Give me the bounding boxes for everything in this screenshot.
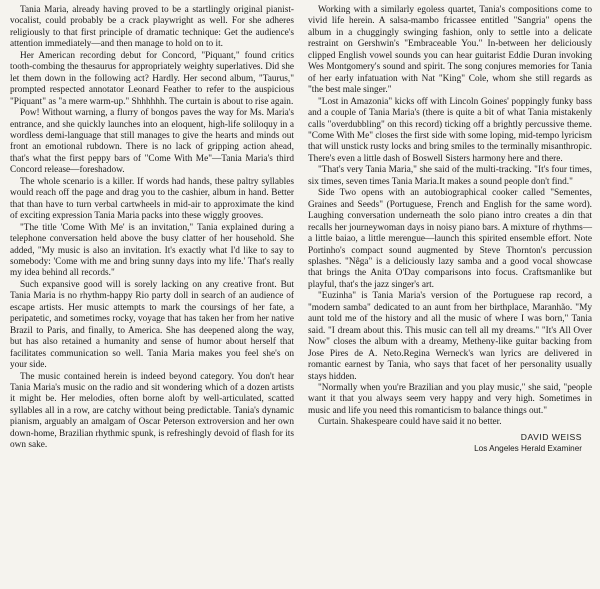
author-name: DAVID WEISS	[520, 431, 582, 442]
publication-name: Los Angeles Herald Examiner	[474, 444, 582, 454]
paragraph: "The title 'Come With Me' is an invitation," Tania explained during a telephone conversation held above the busy clatter of her household. She added, "My music is also an invitation. It's exactly what I'd like to say to somebody: 'Come with me and bring sunny days into my life.' That's really my idea behind all records."	[10, 222, 294, 279]
paragraph: Curtain. Shakespeare could have said it no better.	[318, 417, 502, 428]
paragraph: Pow! Without warning, a flurry of bongos paves the way for Ms. Maria's entrance, and she quickly launches into an eloquent, high-life soliloquy in a wordless demi-language that still manages to give the hearts and minds out front an emotional rubdown. There is no lack of gripping action ahead, that's what the first peppy bars of "Come With Me"—Tania Maria's third Concord release—foreshadow.	[10, 108, 294, 176]
paragraph: Working with a similarly egoless quartet, Tania's compositions come to vivid life herein. A salsa-mambo fricassee entitled "Sangria" opens the album in a chuggingly swinging fashion, only to settle into a delicate restraint on Gershwin's "Embraceable You." In-between her deliciously clipped English vowel sounds you can hear guitarist Eddie Duran invoking Wes Montgomery's sound and spirit. The song conjures memories for Tania of her early infatuation with Nat "King" Cole, whom she still regards as "the best male singer."	[308, 5, 592, 96]
left-column	[10, 5, 294, 589]
right-column	[308, 5, 592, 589]
paragraph: "Normally when you're Brazilian and you play music," she said, "people want it that you always seem very happy and very high. Sometimes in music and life you need this romanticism to balance things out."	[308, 382, 592, 416]
byline	[308, 432, 592, 455]
paragraph: The music contained herein is indeed beyond category. You don't hear Tania Maria's music on the radio and sit wondering which of a dozen artists it might be. Her melodies, often borne aloft by well-articulated, scatted syllables all in a row, are catchy without being predictable. Tania's dynamic pianism, arguably an amalgam of Oscar Peterson extroversion and her own down-home, Brazilian rhythmic spunk, is refreshingly devoid of flash for its own sake.	[10, 371, 295, 451]
paragraph: Side Two opens with an autobiographical cooker called "Sementes, Graines and Seeds" (Portuguese, French and English for the same word). Laughing conversation underneath the solo piano intro creates a din that recalls her journeywoman days in noisy piano bars. A mixture of rhythms—a little baiao, a little merengue—launch this spirited ensemble effort. Note Portinho's compact sound augmented by Steve Thornton's percussion splashes. "Nêga" is a deliciously lazy samba and a good vocal showcase that brings the Anita O'Day comparisons into focus. Craftsmanlike but playful, that's the jazz singer's art.	[308, 188, 592, 290]
paragraph: Tania Maria, already having proved to be a startlingly original pianist-vocalist, could probably be a crack playwright as well. For she adheres religiously to that first principle of dramatic technique: Get the audience's attention immediately—and then manage to hold on to it.	[10, 5, 294, 50]
paragraph: Such expansive good will is sorely lacking on any creative front. But Tania Maria is no rhythm-happy Rio party doll in search of an audience of escape artists. Her music attempts to mark the coursings of her fate, a peripatetic, and sometimes rocky, voyage that has taken her from her native Brazil to Paris, and finally, to America. She has deepened along the way, but has also retained a humanity and sense of humor about herself that facilitates communication so well. Tania Maria makes you feel she's on your side.	[10, 279, 294, 371]
paragraph: "Lost in Amazonia" kicks off with Lincoln Goines' poppingly funky bass and a couple of Tania Maria's (there is quite a bit of what Tania mistakenly calls "overdubbling" on this record) ticking off a brightly percussive theme. "Come With Me" closes the first side with some loping, mid-tempo lyricism that will unstick rusty locks and bring smiles to the terminally misanthropic. There's even a little dash of Boswell Sisters harmony here and there.	[308, 96, 592, 164]
paragraph: "That's very Tania Maria," she said of the multi-tracking. "It's four times, six times, seven times Tania Maria.It makes a sound people don't find."	[308, 165, 592, 187]
paragraph: "Euzinha" is Tania Maria's version of the Portuguese rap record, a "modern samba" dedicated to an aunt from her birthplace, Maranhão. "My aunt told me of the history and all the music of where I was born," Tania said. "I dream about this. This music can tell all my dreams." "It's All Over Now" closes the album with a dreamy, Metheny-like guitar backing from Jose Pires de A. Neto.Regina Werneck's wan lyrics are delivered in romantic earnest by Tania, who says that facet of her personality usually stays hidden.	[308, 291, 592, 382]
paragraph: The whole scenario is a killer. If words had hands, these paltry syllables would reach off the page and drag you to the cashier, album in hand. Better that than have to turn verbal cartwheels in mid-air to approximate the kind of exciting expression Tania Maria packs into these wiggly grooves.	[10, 176, 294, 222]
paragraph: Her American recording debut for Concord, "Piquant," found critics tooth-combing the thesaurus for appropriately weighty superlatives. Did she let them down in the following act? Hardly. Her second album, "Taurus," prompted respected annotator Leonard Feather to refer to the auspicious "Piquant" as "a mere warm-up." Shhhhhh. The curtain is about to rise again.	[10, 50, 294, 107]
